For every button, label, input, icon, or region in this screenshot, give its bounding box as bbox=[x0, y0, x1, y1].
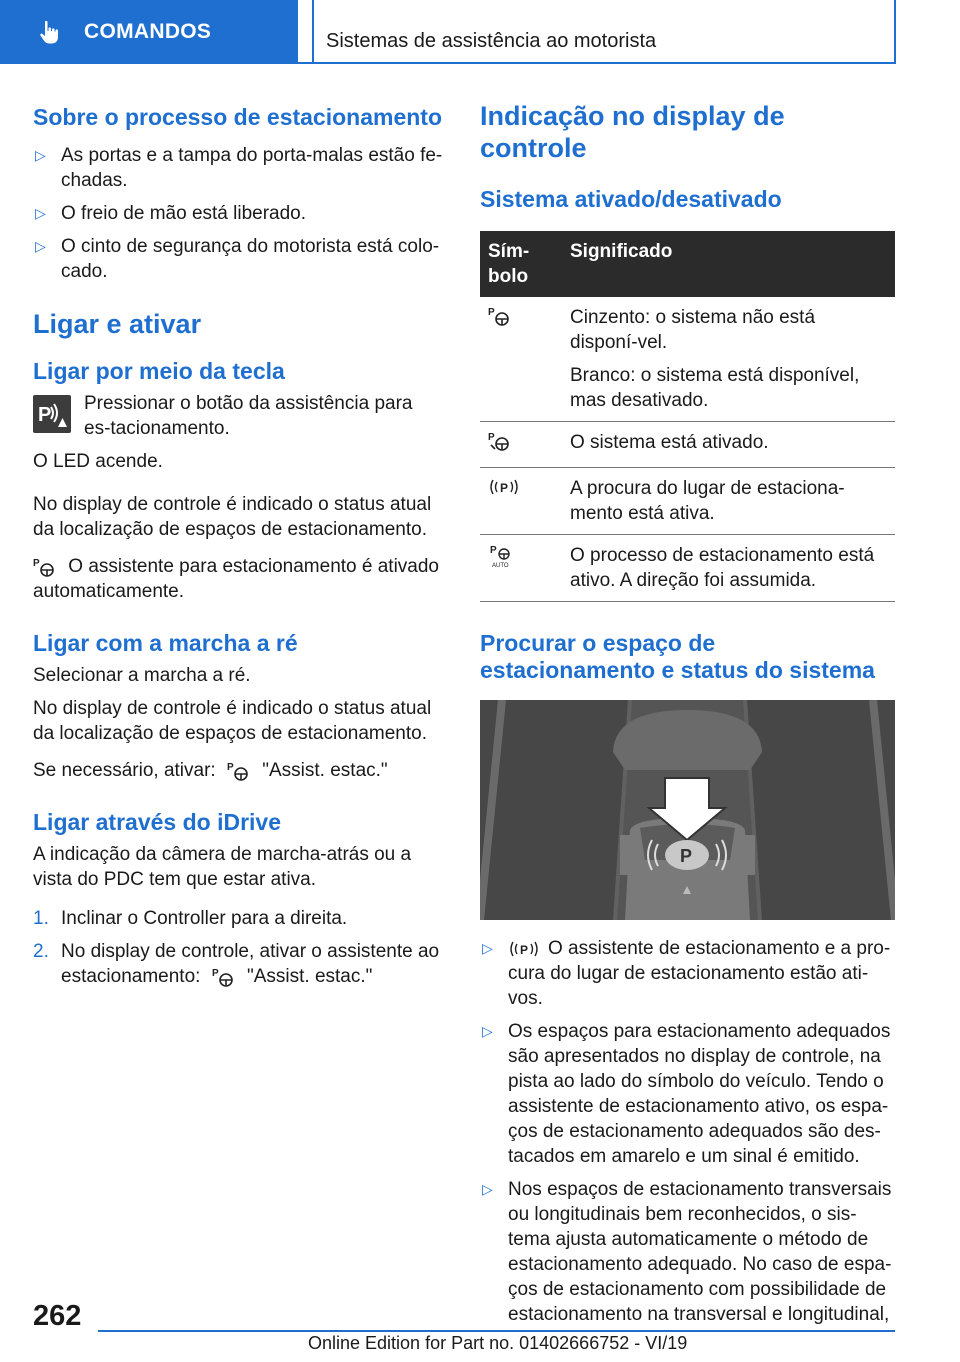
hand-pointer-icon bbox=[36, 18, 64, 46]
about-list bbox=[33, 143, 443, 284]
parking-search-icon bbox=[508, 938, 542, 960]
svg-text:AUTO: AUTO bbox=[492, 563, 509, 569]
list-item: 1. Inclinar o Controller para a direita. bbox=[33, 908, 348, 929]
table-row: P O sistema está ativado. bbox=[480, 422, 895, 468]
list-item: ▷ Os espaços para estacionamento adequados são apresentados no display de controle, na pista ao lado do símbolo do veículo. Tendo o assistente de estacionamento ativo, os espa-ços de estacionamento adequados são des-tacados em amarelo e um sinal é emitido. bbox=[482, 1021, 891, 1167]
idrive-heading: Ligar através do iDrive bbox=[33, 809, 281, 835]
edition-text: Online Edition for Part no. 01402666752 - VI/19 bbox=[308, 1333, 688, 1353]
svg-text:P: P bbox=[33, 557, 40, 569]
triangle-bullet-icon: ▷ bbox=[482, 1023, 493, 1039]
svg-text:P: P bbox=[226, 761, 234, 773]
display-heading: Indicação no display de controle bbox=[480, 101, 785, 163]
parking-assist-icon bbox=[227, 760, 251, 782]
column-header: Significado bbox=[562, 231, 895, 297]
auto-text: P O assistente para estacionamento é ativado automaticamente. bbox=[33, 556, 440, 602]
parking-assist-icon bbox=[488, 305, 512, 327]
parking-button-icon bbox=[33, 395, 71, 433]
footer-divider bbox=[98, 1330, 895, 1332]
reverse-text: Selecionar a marcha a ré. bbox=[33, 665, 251, 686]
display-screen-image bbox=[480, 700, 895, 920]
steps-list bbox=[33, 906, 443, 989]
led-text: O LED acende. bbox=[33, 451, 163, 472]
table-row: P Cinzento: o sistema não está disponí-vel. Branco: o sistema está disponível, mas desativado. bbox=[480, 297, 895, 422]
reverse-text: Se necessário, ativar: P "Assist. estac." bbox=[33, 760, 388, 781]
section-label: COMANDOS bbox=[84, 20, 212, 43]
button-block bbox=[33, 391, 443, 441]
header-divider bbox=[312, 0, 314, 64]
parking-assist-icon bbox=[33, 556, 57, 578]
button-text: Pressionar o botão da assistência para es-tacionamento. bbox=[84, 393, 413, 439]
svg-text:P: P bbox=[490, 545, 497, 556]
status-list bbox=[480, 936, 895, 1327]
page-number: 262 bbox=[33, 1300, 82, 1332]
parking-assist-active-icon bbox=[488, 430, 512, 452]
parking-display-illustration bbox=[480, 700, 895, 920]
right-column bbox=[480, 100, 895, 1335]
display-text: No display de controle é indicado o status atual da localização de espaços de estacionamento. bbox=[33, 494, 432, 540]
section-tab[interactable] bbox=[0, 0, 298, 64]
list-item: ▷ P O assistente de estacionamento e a pro-cura do lugar de estacionamento estão ati-vos. bbox=[482, 938, 891, 1009]
triangle-bullet-icon: ▷ bbox=[482, 940, 493, 956]
symbol-table bbox=[480, 231, 895, 602]
about-heading: Sobre o processo de estacionamento bbox=[33, 104, 443, 130]
table-header bbox=[480, 231, 895, 297]
svg-text:P: P bbox=[680, 846, 693, 866]
idrive-text: A indicação da câmera de marcha-atrás ou a vista do PDC tem que estar ativa. bbox=[33, 844, 412, 890]
list-item: ▷ O cinto de segurança do motorista está colo-cado. bbox=[35, 236, 440, 282]
svg-text:P: P bbox=[211, 967, 219, 979]
svg-text:P: P bbox=[38, 404, 52, 426]
list-item: ▷ O freio de mão está liberado. bbox=[35, 203, 307, 224]
triangle-bullet-icon: ▷ bbox=[35, 238, 46, 254]
list-item: ▷ As portas e a tampa do porta-malas estão fe-chadas. bbox=[35, 145, 443, 191]
switch-on-heading: Ligar e ativar bbox=[33, 309, 202, 339]
search-heading: Procurar o espaço de estacionamento e status do sistema bbox=[480, 630, 875, 683]
svg-text:P: P bbox=[488, 307, 495, 318]
triangle-bullet-icon: ▷ bbox=[35, 147, 46, 163]
reverse-text: No display de controle é indicado o status atual da localização de espaços de estacionamento. bbox=[33, 698, 432, 744]
list-item: 2. No display de controle, ativar o assistente ao estacionamento: P "Assist. estac." bbox=[33, 941, 440, 987]
table-row: P AUTO O processo de estacionamento está ativo. A direção foi assumida. bbox=[480, 535, 895, 602]
triangle-bullet-icon: ▷ bbox=[482, 1181, 493, 1197]
column-header: Sím-bolo bbox=[480, 231, 562, 297]
svg-text:P: P bbox=[488, 432, 495, 443]
parking-auto-icon bbox=[488, 543, 518, 569]
parking-assist-icon bbox=[212, 966, 236, 988]
svg-text:P: P bbox=[500, 481, 509, 495]
left-column bbox=[33, 100, 443, 997]
header-underline bbox=[298, 62, 896, 64]
chapter-title: Sistemas de assistência ao motorista bbox=[326, 30, 657, 52]
system-heading: Sistema ativado/desativado bbox=[480, 186, 782, 212]
table-row: P A procura do lugar de estaciona-mento está ativa. bbox=[480, 468, 895, 535]
triangle-bullet-icon: ▷ bbox=[35, 205, 46, 221]
list-item: ▷ Nos espaços de estacionamento transversais ou longitudinais bem reconhecidos, o sis-tema ajusta automaticamente o método de estacionamento adequado. No caso de espa-ços de estacionamento com possibilidade de estacionamento na transversal e longitudinal, bbox=[482, 1179, 892, 1325]
reverse-heading: Ligar com a marcha a ré bbox=[33, 630, 298, 656]
header-divider bbox=[894, 0, 896, 64]
parking-search-icon bbox=[488, 476, 522, 498]
button-heading: Ligar por meio da tecla bbox=[33, 358, 285, 384]
svg-text:P: P bbox=[520, 942, 529, 957]
